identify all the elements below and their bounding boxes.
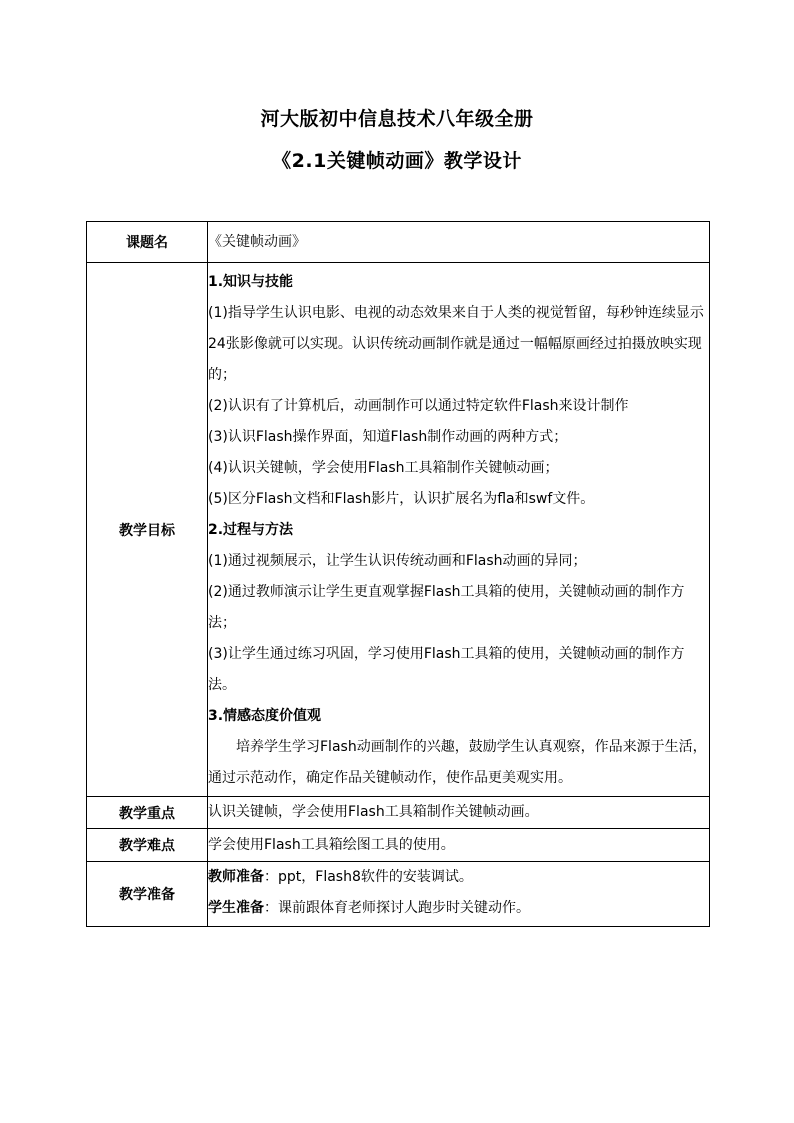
- goals-section2-item: (1)通过视频展示，让学生认识传统动画和Flash动画的异同；: [208, 553, 587, 569]
- teacher-preparation-label: 教师准备: [208, 869, 264, 885]
- teacher-preparation: [208, 862, 709, 893]
- student-preparation-label: 学生准备: [208, 900, 264, 916]
- table-row-topic: [87, 222, 710, 263]
- student-preparation: [208, 893, 709, 924]
- goals-section1-head: 1.知识与技能: [208, 274, 294, 290]
- goals-section3-text: 培养学生学习Flash动画制作的兴趣，鼓励学生认真观察，作品来源于生活，通过示范动作，确定作品关键帧动作，使作品更美观实用。: [208, 739, 707, 786]
- preparation-content: [208, 862, 710, 927]
- goals-section1-item: (3)认识Flash操作界面，知道Flash制作动画的两种方式；: [208, 429, 568, 445]
- table-row-key-points: [87, 797, 710, 829]
- goals-section1-item: (2)认识有了计算机后，动画制作可以通过特定软件Flash来设计制作: [208, 398, 629, 414]
- difficulties-value: 学会使用Flash工具箱绘图工具的使用。: [208, 829, 710, 862]
- lesson-plan-table: [86, 221, 710, 927]
- topic-label: 课题名: [87, 222, 208, 263]
- goals-section1-item: (4)认识关键帧，学会使用Flash工具箱制作关键帧动画；: [208, 460, 559, 476]
- preparation-label: 教学准备: [87, 862, 208, 927]
- goals-section2-item: (2)通过教师演示让学生更直观掌握Flash工具箱的使用，关键帧动画的制作方法；: [208, 584, 685, 631]
- goals-section2-item: (3)让学生通过练习巩固，学习使用Flash工具箱的使用，关键帧动画的制作方法。: [208, 646, 685, 693]
- table-row-goals: [87, 263, 710, 797]
- key-points-label: 教学重点: [87, 797, 208, 829]
- goals-section3-head: 3.情感态度价值观: [208, 708, 322, 724]
- document-subtitle: 《2.1关键帧动画》教学设计: [272, 150, 522, 172]
- student-preparation-value: ：课前跟体育老师探讨人跑步时关键动作。: [264, 900, 530, 916]
- goals-section1-item: (5)区分Flash文档和Flash影片，认识扩展名为fla和swf文件。: [208, 491, 595, 507]
- document-title: 河大版初中信息技术八年级全册: [260, 108, 534, 130]
- topic-value: 《关键帧动画》: [208, 222, 710, 263]
- difficulties-label: 教学难点: [87, 829, 208, 862]
- table-row-difficulties: [87, 829, 710, 862]
- goals-section2-head: 2.过程与方法: [208, 522, 294, 538]
- key-points-value: 认识关键帧，学会使用Flash工具箱制作关键帧动画。: [208, 797, 710, 829]
- teacher-preparation-value: ：ppt，Flash8软件的安装调试。: [264, 869, 473, 885]
- goals-label: 教学目标: [87, 263, 208, 797]
- table-row-preparation: [87, 862, 710, 927]
- goals-section1-item: (1)指导学生认识电影、电视的动态效果来自于人类的视觉暂留，每秒钟连续显示24张影像就可以实现。认识传统动画制作就是通过一幅幅原画经过拍摄放映实现的；: [208, 305, 704, 383]
- goals-content: [208, 263, 710, 797]
